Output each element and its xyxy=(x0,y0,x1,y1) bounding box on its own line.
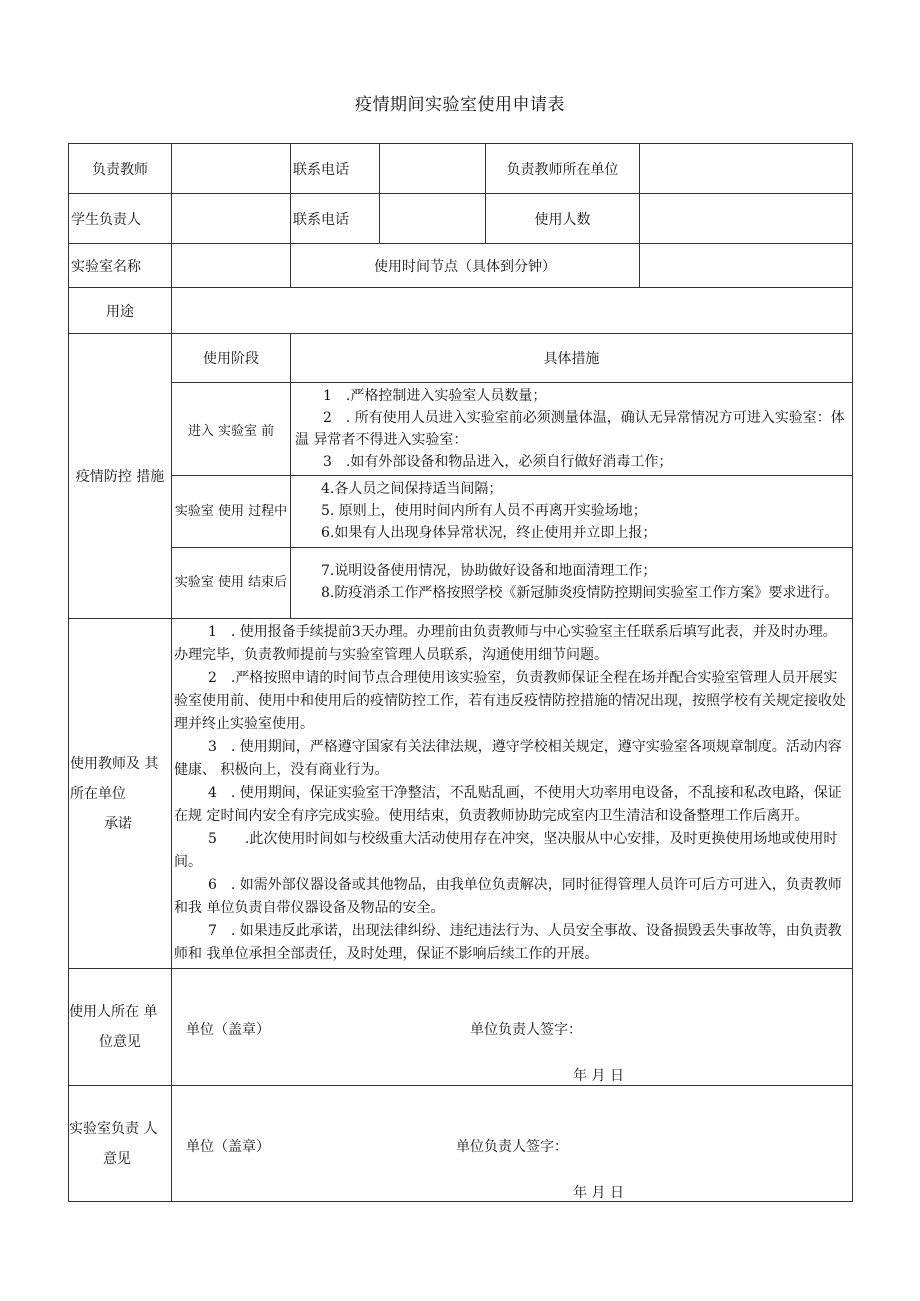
measure-line: 1 .严格控制进入实验室人员数量； xyxy=(323,388,547,404)
time-node-field[interactable] xyxy=(640,244,853,288)
unit-stamp-label: 单位（盖章） xyxy=(186,1139,270,1155)
promise-label-line: 使用教师及 其 xyxy=(70,755,159,772)
stage-row xyxy=(69,476,853,548)
measure-line: 2 . 所有使用人员进入实验室前必须测量体温，确认无异常情况方可进入实验室：体 xyxy=(323,410,845,426)
teacher-phone-field[interactable] xyxy=(380,144,486,194)
opinion-label-line: 位意见 xyxy=(99,1034,141,1050)
student-label: 学生负责人 xyxy=(69,194,172,244)
row-student xyxy=(69,194,853,244)
measure-line: 温 异常者不得进入实验室： xyxy=(295,432,468,448)
promise-item: 4 . 使用期间，保证实验室干净整洁，不乱贴乱画，不使用大功率用电设备，不乱接和私改电路，保证在规 定时间内安全有序完成实验。使用结束，负责教师协助完成室内卫生清洁和设备整理工作后离开。 xyxy=(174,785,842,824)
teacher-label: 负责教师 xyxy=(69,144,172,194)
promise-item: 5 .此次使用时间如与校级重大活动使用存在冲突，坚决服从中心安排，及时更换使用场地或使用时间。 xyxy=(174,831,838,870)
row-lab xyxy=(69,244,853,288)
opinion-date: 年 月 日 xyxy=(573,1185,624,1201)
promise-item: 3 . 使用期间，严格遵守国家有关法律法规，遵守学校相关规定，遵守实验室各项规章制度。活动内容健康、 积极向上，没有商业行为。 xyxy=(174,739,842,778)
promise-row xyxy=(69,619,853,969)
stage-header: 使用阶段 xyxy=(172,334,291,383)
lab-name-label: 实验室名称 xyxy=(69,244,172,288)
student-value-field[interactable] xyxy=(172,194,291,244)
lab-opinion-field[interactable] xyxy=(172,1086,853,1202)
stage-row xyxy=(69,383,853,476)
promise-label xyxy=(69,619,172,969)
user-unit-opinion-label xyxy=(69,969,172,1086)
measure-header: 具体措施 xyxy=(291,334,853,383)
student-phone-field[interactable] xyxy=(380,194,486,244)
teacher-phone-label: 联系电话 xyxy=(291,144,380,194)
promise-item: 7 . 如果违反此承诺，出现法律纠纷、违纪违法行为、人员安全事故、设备损毁丢失事故等，由负责教师和 我单位承担全部责任，及时处理，保证不影响后续工作的开展。 xyxy=(174,923,842,962)
promise-item: 1 . 使用报备手续提前3天办理。办理前由负责教师与中心实验室主任联系后填写此表，并及时办理。办理完毕，负责教师提前与实验室管理人员联系，沟通使用细节问题。 xyxy=(174,624,837,663)
application-form-table xyxy=(68,143,853,1202)
stage-row xyxy=(69,548,853,619)
form-title: 疫情期间实验室使用申请表 xyxy=(355,95,565,115)
user-count-label: 使用人数 xyxy=(486,194,640,244)
opinion-label-line: 使用人所在 单 xyxy=(69,1004,158,1020)
measure-line: 5. 原则上，使用时间内所有人员不再离开实验场地； xyxy=(321,503,647,519)
stage-label: 进入 实验室 前 xyxy=(172,383,291,476)
user-unit-opinion-row xyxy=(69,969,853,1086)
stage-label: 实验室 使用 过程中 xyxy=(172,476,291,548)
promise-label-line: 承诺 xyxy=(104,815,132,832)
teacher-unit-label: 负责教师所在单位 xyxy=(486,144,640,194)
purpose-label: 用途 xyxy=(69,288,172,334)
row-teacher xyxy=(69,144,853,194)
teacher-unit-field[interactable] xyxy=(640,144,853,194)
unit-stamp-label: 单位（盖章） xyxy=(186,1022,270,1038)
teacher-value-field[interactable] xyxy=(172,144,291,194)
row-purpose xyxy=(69,288,853,334)
lab-opinion-row xyxy=(69,1086,853,1202)
student-phone-label: 联系电话 xyxy=(291,194,380,244)
promise-item: 6 . 如需外部仪器设备或其他物品，由我单位负责解决，同时征得管理人员许可后方可进入，负责教师和我 单位负责自带仪器设备及物品的安全。 xyxy=(174,877,842,916)
measure-line: 3 .如有外部设备和物品进入，必须自行做好消毒工作； xyxy=(323,454,673,470)
promise-items xyxy=(172,619,853,969)
lab-opinion-label xyxy=(69,1086,172,1202)
time-node-label: 使用时间节点（具体到分钟） xyxy=(291,244,640,288)
user-count-field[interactable] xyxy=(640,194,853,244)
unit-sign-label: 单位负责人签字： xyxy=(470,1022,582,1038)
user-unit-opinion-field[interactable] xyxy=(172,969,853,1086)
opinion-label-line: 意见 xyxy=(103,1150,131,1167)
promise-label-line: 所在单位 xyxy=(70,785,126,802)
stage-measures xyxy=(291,383,853,476)
promise-item: 2 .严格按照申请的时间节点合理使用该实验室，负责教师保证全程在场并配合实验室管理人员开展实验室使用前、使用中和使用后的疫情防控工作，若有违反疫情防控措施的情况出现，按照学校有关规定接收处理并终止实验室使用。 xyxy=(174,670,846,732)
unit-sign-label: 单位负责人签字： xyxy=(456,1139,568,1155)
stage-measures xyxy=(291,476,853,548)
opinion-date: 年 月 日 xyxy=(573,1068,624,1084)
lab-name-field[interactable] xyxy=(172,244,291,288)
stage-measures xyxy=(291,548,853,619)
opinion-label-line: 实验室负责 人 xyxy=(69,1120,158,1137)
measure-line: 8.防疫消杀工作严格按照学校《新冠肺炎疫情防控期间实验室工作方案》要求进行。 xyxy=(321,585,839,601)
measure-line: 7.说明设备使用情况，协助做好设备和地面清理工作； xyxy=(321,563,657,579)
stage-label: 实验室 使用 结束后 xyxy=(172,548,291,619)
measure-line: 6.如果有人出现身体异常状况，终止使用并立即上报； xyxy=(321,525,657,541)
measure-line: 4.各人员之间保持适当间隔； xyxy=(321,481,503,497)
epidemic-section-label: 疫情防控 措施 xyxy=(69,334,172,619)
epidemic-header-row xyxy=(69,334,853,383)
purpose-field[interactable] xyxy=(172,288,853,334)
